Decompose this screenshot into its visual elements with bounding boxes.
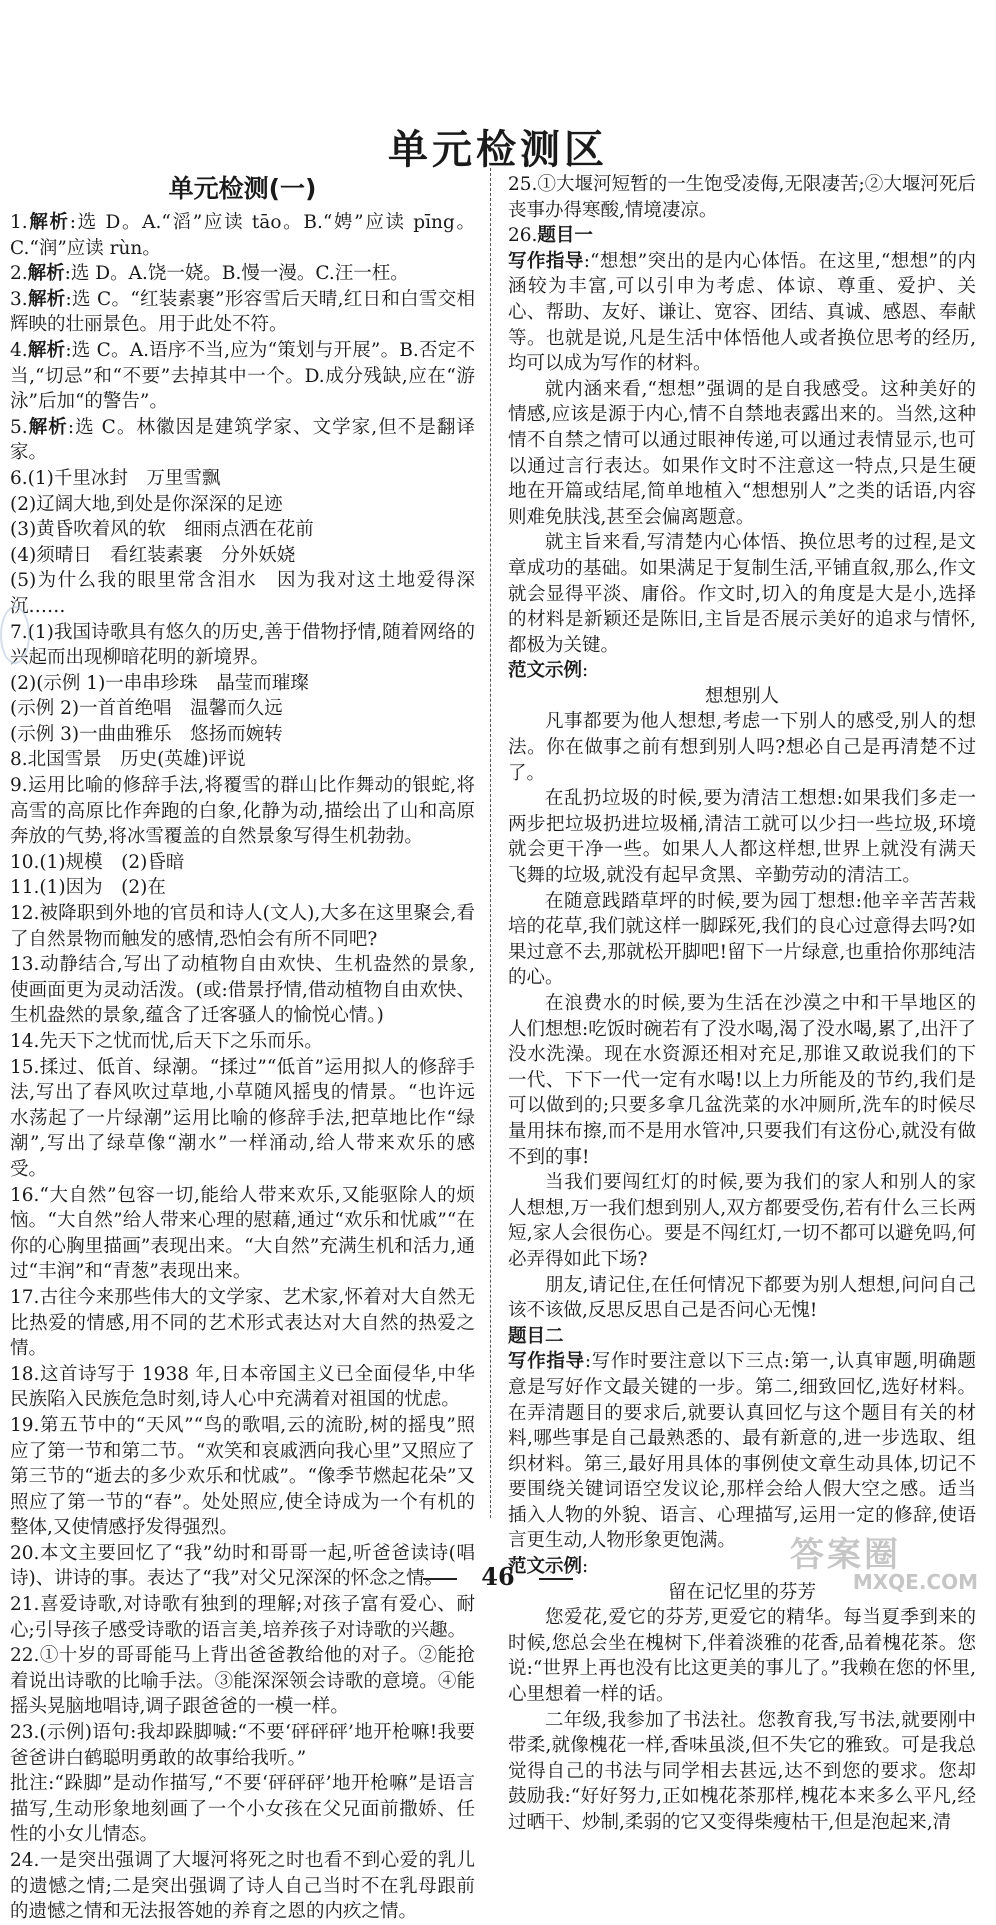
watermark-top: 答案圈 bbox=[790, 1535, 901, 1575]
answer-paragraph bbox=[10, 696, 475, 722]
paragraph-text: (示例 2)一首首绝唱 温馨而久远 bbox=[10, 698, 283, 720]
paragraph-rest: :“想想”突出的是内心体悟。在这里,“想想”的内涵较为丰富,可以引申为考虑、体谅、尊重、爱护、关心、帮助、友好、谦让、宽容、团结、真诚、感恩、奉献等。也就是说,凡是生活中体悟他人或者换位思考的经历,均可以成为写作的材料。 bbox=[508, 250, 976, 375]
bold-label: 范文示例 bbox=[508, 1556, 583, 1578]
paragraph-rest: :选 C。“红装素裹”形容雪后天晴,红日和白雪交相辉映的壮丽景色。用于此处不符。 bbox=[10, 288, 475, 336]
bold-label: 解析 bbox=[27, 212, 70, 233]
answer-paragraph bbox=[508, 1708, 976, 1836]
answer-paragraph bbox=[10, 1848, 475, 1925]
paragraph-text: (5)为什么我的眼里常含泪水 因为我对这土地爱得深沉…… bbox=[10, 570, 475, 617]
page-title: 单元检测区 bbox=[388, 127, 608, 173]
paragraph-text: 您爱花,爱它的芬芳,更爱它的精华。每当夏季到来的时候,您总会坐在槐树下,伴着淡雅的花香,品着槐花茶。您说:“世界上再也没有比这更美的事儿了。”我赖在您的怀里,心里想着一样的话。 bbox=[508, 1607, 976, 1706]
paragraph-text: 25.①大堰河短暂的一生饱受凌侮,无限凄苦;②大堰河死后丧事办得寒酸,情境凄凉。 bbox=[508, 174, 976, 221]
answer-paragraph bbox=[10, 1771, 475, 1848]
section-title: 单元检测(一) bbox=[168, 174, 317, 203]
answer-paragraph bbox=[10, 1592, 475, 1643]
paragraph-rest: : bbox=[582, 660, 589, 682]
answer-paragraph bbox=[10, 517, 475, 543]
paragraph-text: 留在记忆里的芬芳 bbox=[667, 1581, 816, 1603]
paragraph-text: 18.这首诗写于 1938 年,日本帝国主义已全面侵华,中华民族陷入民族危急时刻,诗人心中充满着对祖国的忧虑。 bbox=[10, 1363, 475, 1411]
paragraph-text: 22.①十岁的哥哥能马上背出爸爸教给他的对子。②能抢着说出诗歌的比喻手法。③能深深领会诗歌的意境。④能摇头晃脑地唱诗,调子跟爸爸的一模一样。 bbox=[10, 1645, 475, 1718]
answer-paragraph bbox=[508, 889, 976, 991]
paragraph-rest: :选 C。A.语序不当,应为“策划与开展”。B.否定不当,“切忌”和“不要”去掉其中一个。D.成分残缺,应在“游泳”后加“的警告”。 bbox=[10, 339, 475, 413]
answer-paragraph bbox=[10, 1720, 475, 1771]
paragraph-text: 12.被降职到外地的官员和诗人(文人),大多在这里聚会,看了自然景物而触发的感情,恐怕会有所不同吧? bbox=[10, 903, 475, 950]
paragraph-text: 二年级,我参加了书法社。您教育我,写书法,就要刚中带柔,就像槐花一样,香味虽淡,但不失它的雅致。可是我总觉得自己的书法与同学相去甚远,达不到您的要求。您却鼓励我:“好好努力,正如槐花茶那样,槐花本来多么平凡,经过晒干、炒制,柔弱的它又变得柴瘦枯干,但是泡起来,清 bbox=[508, 1709, 976, 1833]
paragraph-text: 7.(1)我国诗歌具有悠久的历史,善于借物抒情,随着网络的兴起而出现柳暗花明的新境界。 bbox=[10, 621, 475, 669]
answer-paragraph bbox=[10, 722, 475, 748]
paragraph-text: 就内涵来看,“想想”强调的是自我感受。这种美好的情感,应该是源于内心,情不自禁地表露出来的。当然,这种情不自禁之情可以通过眼神传递,可以通过表情显示,也可以通过言行表达。如果作文时不注意这一特点,只是生硬地在开篇或结尾,简单地植入“想想别人”之类的话语,内容则难免肤浅,甚至会偏离题意。 bbox=[508, 378, 976, 528]
answer-paragraph bbox=[508, 1170, 976, 1272]
paragraph-text: 当我们要闯红灯的时候,要为我们的家人和别人的家人想想,万一我们想到别人,双方都要受伤,若有什么三长两短,家人会很伤心。要是不闯红灯,一切不都可以避免吗,何必弄得如此下场? bbox=[508, 1172, 976, 1270]
paragraph-text: 9.运用比喻的修辞手法,将覆雪的群山比作舞动的银蛇,将高雪的高原比作奔跑的白象,化静为动,描绘出了山和高原奔放的气势,将冰雪覆盖的自然景象写得生机勃勃。 bbox=[10, 775, 475, 848]
bold-label: 范文示例 bbox=[508, 660, 583, 682]
paragraph-text: 凡事都要为他人想想,考虑一下别人的感受,别人的想法。你在做事之前有想到别人吗?想必自己是再清楚不过了。 bbox=[508, 711, 976, 784]
stamp-mark bbox=[0, 606, 30, 664]
answer-paragraph bbox=[10, 261, 475, 287]
page-number: 46 bbox=[481, 1562, 515, 1591]
left-column-body bbox=[10, 210, 475, 1925]
paragraph-rest: :选 C。林徽因是建筑学家、文学家,但不是翻译家。 bbox=[10, 416, 475, 464]
paragraph-text: 16.“大自然”包容一切,能给人带来欢乐,又能驱除人的烦恼。“大自然”给人带来心理的慰藉,通过“欢乐和忧戚”“在你的心胸里描画”表现出来。“大自然”充满生机和活力,通过“丰润”和“青葱”表现出来。 bbox=[10, 1184, 475, 1283]
answer-paragraph bbox=[508, 1324, 976, 1350]
answer-paragraph bbox=[10, 747, 475, 773]
paragraph-text: 6.(1)千里冰封 万里雪飘 bbox=[10, 467, 221, 489]
paragraph-text: 4. bbox=[10, 339, 28, 361]
answer-paragraph bbox=[508, 377, 976, 531]
paragraph-text: 15.揉过、低首、绿潮。“揉过”“低首”运用拟人的修辞手法,写出了春风吹过草地,小草随风摇曳的情景。“也许远水荡起了一片绿潮”运用比喻的修辞手法,把草地比作“绿潮”,写出了绿草像“潮水”一样涌动,给人带来欢乐的感受。 bbox=[10, 1056, 475, 1180]
paragraph-text: (2)(示例 1)一串串珍珠 晶莹而璀璨 bbox=[10, 672, 309, 694]
answer-paragraph bbox=[10, 620, 475, 671]
paragraph-rest: :选 D。A.饶一娆。B.慢一漫。C.汪一枉。 bbox=[64, 263, 409, 285]
answer-paragraph bbox=[508, 223, 976, 249]
bold-label: 写作指导 bbox=[508, 1351, 585, 1373]
answer-paragraph bbox=[10, 415, 475, 466]
answer-paragraph bbox=[10, 338, 475, 415]
answer-paragraph bbox=[10, 773, 475, 850]
paragraph-text: 3. bbox=[10, 288, 28, 310]
answer-paragraph bbox=[10, 1285, 475, 1362]
paragraph-text: 1. bbox=[10, 212, 28, 233]
paragraph-text: (4)须晴日 看红装素裹 分外妖娆 bbox=[10, 544, 296, 566]
paragraph-text: 19.第五节中的“天风”“鸟的歌唱,云的流盼,树的摇曳”照应了第一节和第二节。“欢笑和哀戚洒向我心里”又照应了第三节的“逝去的多少欢乐和忧戚”。“像季节燃起花朵”又照应了第一节的“春”。处处照应,使全诗成为一个有机的整体,又使情感抒发得强烈。 bbox=[10, 1414, 475, 1539]
paragraph-text: 14.先天下之忧而忧,后天下之乐而乐。 bbox=[10, 1031, 323, 1052]
paragraph-text: (示例 3)一曲曲雅乐 悠扬而婉转 bbox=[10, 723, 283, 745]
paragraph-text: 批注:“跺脚”是动作描写,“不要‘砰砰砰’地开枪嘛”是语言描写,生动形象地刻画了一个小女孩在父兄面前撒娇、任性的小女儿情态。 bbox=[10, 1773, 475, 1846]
answer-paragraph bbox=[508, 1349, 976, 1554]
paragraph-text: 在乱扔垃圾的时候,要为清洁工想想:如果我们多走一两步把垃圾扔进垃圾桶,清洁工就可以少扫一些垃圾,环境就会更干净一些。如果人人都这样想,世界上就没有满天飞舞的垃圾,就没有起早贪黑、辛勤劳动的清洁工。 bbox=[508, 788, 976, 887]
answer-paragraph bbox=[10, 1055, 475, 1183]
watermark-logo bbox=[790, 1535, 990, 1594]
answer-paragraph bbox=[10, 671, 475, 697]
paragraph-text: 想想别人 bbox=[704, 685, 779, 707]
paragraph-text: 在随意践踏草坪的时候,要为园丁想想:他辛辛苦苦栽培的花草,我们就这样一脚踩死,我们的良心过意得去吗?如果过意不去,那就松开脚吧!留下一片绿意,也重拾你那纯洁的心。 bbox=[508, 890, 976, 989]
column-divider bbox=[490, 168, 491, 1518]
paragraph-text: 2. bbox=[10, 263, 28, 285]
bold-label: 解析 bbox=[27, 263, 65, 285]
answer-paragraph bbox=[508, 1605, 976, 1707]
paragraph-text: 5. bbox=[10, 416, 28, 438]
paragraph-text: 17.古往今来那些伟大的文学家、艺术家,怀着对大自然无比热爱的情感,用不同的艺术形式表达对大自然的热爱之情。 bbox=[10, 1286, 475, 1360]
answer-paragraph bbox=[10, 952, 475, 1029]
paragraph-text: 8.北国雪景 历史(英雄)评说 bbox=[10, 749, 246, 771]
paragraph-text: 13.动静结合,写出了动植物自由欢快、生机盎然的景象,使画面更为灵动活泼。(或:借景抒情,借动植物自由欢快、生机盎然的景象,蕴含了迁客骚人的愉悦心情。) bbox=[10, 954, 475, 1027]
answer-paragraph bbox=[10, 901, 475, 952]
answer-paragraph bbox=[10, 492, 475, 518]
essay-title bbox=[508, 684, 976, 710]
bold-label: 题目一 bbox=[537, 225, 593, 247]
answer-paragraph bbox=[10, 466, 475, 492]
paragraph-text: 就主旨来看,写清楚内心体悟、换位思考的过程,是文章成功的基础。如果满足于复制生活,平铺直叙,那么,作文就会显得平淡、庸俗。作文时,切入的角度是大是小,选择的材料是新颖还是陈旧,主旨是否展示美好的追求与情怀,都极为关键。 bbox=[508, 532, 976, 656]
bold-label: 解析 bbox=[27, 416, 68, 438]
paragraph-text: 21.喜爱诗歌,对诗歌有独到的理解;对孩子富有爱心、耐心;引导孩子感受诗歌的语言美,培养孩子对诗歌的兴趣。 bbox=[10, 1594, 475, 1641]
paragraph-rest: :写作时要注意以下三点:第一,认真审题,明确题意是写好作文最关键的一步。第二,细致回忆,选好材料。在弄清题目的要求后,就要认真回忆与这个题目有关的材料,哪些事是自己最熟悉的、最有新意的,进一步选取、组织材料。第三,最好用具体的事例使文章生动具体,切记不要围绕关键词语空发议论,那样会给人假大空之感。适当插入人物的外貌、语言、心理描写,运用一定的修辞,使语言更生动,人物形象更饱满。 bbox=[508, 1351, 976, 1552]
paragraph-rest: : bbox=[582, 1556, 589, 1578]
answer-paragraph bbox=[10, 1362, 475, 1413]
answer-paragraph bbox=[10, 1643, 475, 1720]
answer-paragraph bbox=[508, 658, 976, 684]
paragraph-text: (2)辽阔大地,到处是你深深的足迹 bbox=[10, 493, 283, 515]
paragraph-text: 24.一是突出强调了大堰河将死之时也看不到心爱的乳儿的遗憾之情;二是突出强调了诗人自己当时不在乳母跟前的遗憾之情和无法报答她的养育之恩的内疚之情。 bbox=[10, 1850, 475, 1923]
answer-paragraph bbox=[508, 172, 976, 223]
answer-paragraph bbox=[508, 530, 976, 658]
answer-paragraph bbox=[508, 991, 976, 1170]
paragraph-text: 10.(1)规模 (2)昏暗 bbox=[10, 851, 185, 873]
paragraph-text: 23.(示例)语句:我却跺脚喊:“不要‘砰砰砰’地开枪嘛!我要爸爸讲白鹤聪明勇敢的故事给我听。” bbox=[10, 1722, 475, 1769]
watermark-bottom: MXQE.COM bbox=[852, 1570, 978, 1594]
answer-paragraph bbox=[10, 568, 475, 619]
paragraph-rest: :选 D。A.“滔”应读 tāo。B.“娉”应读 pīng。C.“润”应读 rùn。 bbox=[10, 212, 475, 259]
paragraph-text: (3)黄昏吹着风的软 细雨点洒在花前 bbox=[10, 519, 314, 541]
footer-dash-right bbox=[539, 1578, 573, 1580]
paragraph-text: 在浪费水的时候,要为生活在沙漠之中和干旱地区的人们想想:吃饭时碗若有了没水喝,渴了没水喝,累了,出汗了没水洗澡。现在水资源还相对充足,那谁又敢说我们的下一代、下下一代一定有水喝!以上力所能及的节约,我们是可以做到的;只要多拿几盆洗菜的水冲厕所,洗车的时候尽量用抹布擦,而不是用水管冲,只要我们有这份心,就没有做不到的事! bbox=[508, 993, 976, 1168]
bold-label: 写作指导 bbox=[508, 250, 584, 272]
answer-paragraph bbox=[10, 850, 475, 876]
answer-paragraph bbox=[10, 875, 475, 901]
answer-paragraph bbox=[10, 287, 475, 338]
answer-paragraph bbox=[10, 1029, 475, 1055]
answer-paragraph bbox=[508, 786, 976, 888]
bold-label: 题目二 bbox=[508, 1325, 564, 1347]
answer-paragraph bbox=[508, 1273, 976, 1324]
footer-dash-left bbox=[423, 1578, 457, 1580]
paragraph-text: 26. bbox=[508, 225, 538, 247]
paragraph-text: 11.(1)因为 (2)在 bbox=[10, 877, 166, 899]
bold-label: 解析 bbox=[27, 288, 66, 310]
paragraph-text: 朋友,请记住,在任何情况下都要为别人想想,问问自己该不该做,反思反思自己是否问心无愧! bbox=[508, 1274, 976, 1322]
paragraph-text: 20.本文主要回忆了“我”幼时和哥哥一起,听爸爸读诗(唱诗)、讲诗的事。表达了“我”对父兄深深的怀念之情。 bbox=[10, 1542, 475, 1590]
answer-paragraph bbox=[10, 543, 475, 569]
answer-paragraph bbox=[508, 709, 976, 786]
answer-paragraph bbox=[10, 210, 475, 261]
answer-paragraph bbox=[10, 1183, 475, 1285]
bold-label: 解析 bbox=[27, 339, 66, 361]
left-column bbox=[10, 172, 475, 1925]
answer-paragraph bbox=[10, 1413, 475, 1541]
answer-paragraph bbox=[508, 249, 976, 377]
